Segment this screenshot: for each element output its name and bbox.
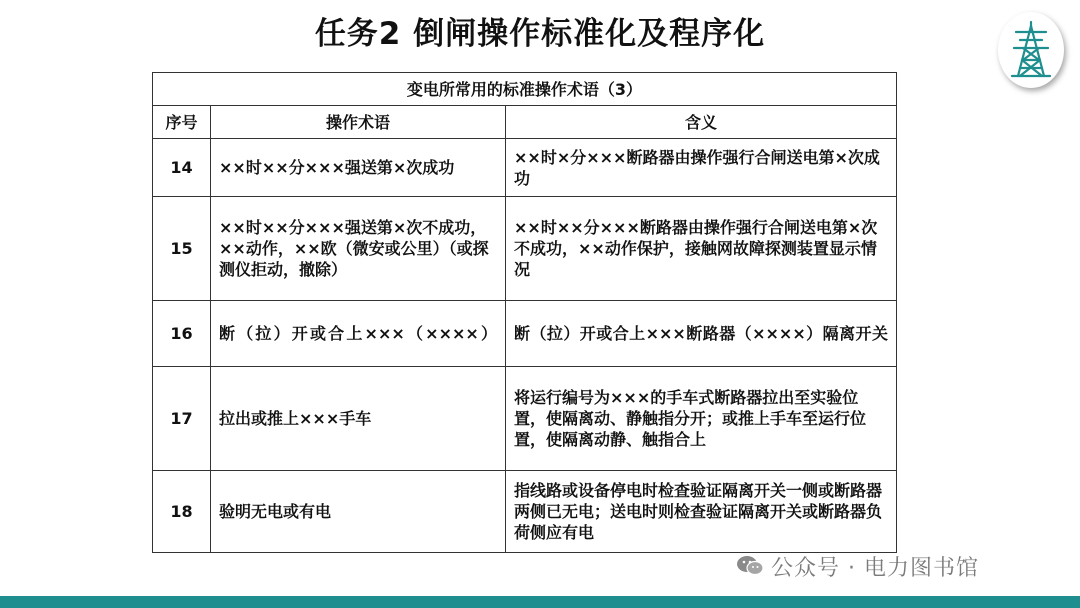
watermark xyxy=(735,552,979,580)
table-row xyxy=(153,301,897,367)
row-term: 断（拉）开或合上×××（××××） xyxy=(211,301,506,367)
row-meaning: ××时××分×××断路器由操作强行合闸送电第×次不成功，××动作保护，接触网故障探测装置显示情况 xyxy=(506,197,897,301)
row-meaning: 将运行编号为×××的手车式断路器拉出至实验位置，使隔离动、静触指分开；或推上手车至运行位置，使隔离动静、触指合上 xyxy=(506,367,897,471)
table-row xyxy=(153,197,897,301)
row-num: 18 xyxy=(153,471,211,553)
row-term: ××时××分×××强送第×次不成功，××动作，××欧（微安或公里）（或探测仪拒动，撤除） xyxy=(211,197,506,301)
logo-badge xyxy=(998,12,1064,88)
row-meaning: ××时×分×××断路器由操作强行合闸送电第×次成功 xyxy=(506,139,897,197)
row-num: 14 xyxy=(153,139,211,197)
row-term: 拉出或推上×××手车 xyxy=(211,367,506,471)
header-meaning: 含义 xyxy=(506,106,897,139)
footer-bar xyxy=(0,596,1080,608)
wechat-icon xyxy=(735,553,765,579)
row-term: ××时××分×××强送第×次成功 xyxy=(211,139,506,197)
watermark-text: 公众号 · 电力图书馆 xyxy=(771,555,979,581)
row-num: 17 xyxy=(153,367,211,471)
page-title: 任务2 倒闸操作标准化及程序化 xyxy=(314,16,766,52)
row-meaning: 指线路或设备停电时检查验证隔离开关一侧或断路器两侧已无电；送电时则检查验证隔离开关或断路器负荷侧应有电 xyxy=(506,471,897,553)
power-tower-icon xyxy=(998,12,1064,88)
row-num: 16 xyxy=(153,301,211,367)
header-term: 操作术语 xyxy=(211,106,506,139)
row-num: 15 xyxy=(153,197,211,301)
table-caption: 变电所常用的标准操作术语（3） xyxy=(153,73,897,106)
row-meaning: 断（拉）开或合上×××断路器（××××）隔离开关 xyxy=(506,301,897,367)
table-row xyxy=(153,139,897,197)
table-row xyxy=(153,471,897,553)
terms-table xyxy=(152,72,897,553)
header-row xyxy=(153,106,897,139)
table-row xyxy=(153,367,897,471)
row-term: 验明无电或有电 xyxy=(211,471,506,553)
header-num: 序号 xyxy=(153,106,211,139)
